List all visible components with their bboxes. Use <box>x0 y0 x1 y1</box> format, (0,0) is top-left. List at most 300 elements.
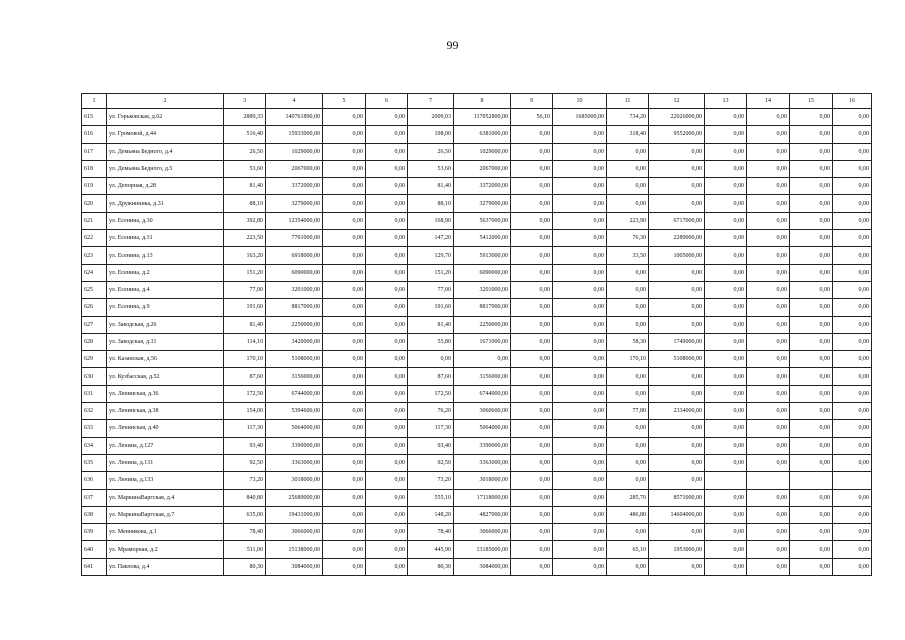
value-cell: 0,00 <box>553 524 607 541</box>
table-row <box>82 264 872 281</box>
value-cell: 0,00 <box>747 524 790 541</box>
row-number-cell: 629 <box>82 351 107 368</box>
value-cell: 0,00 <box>607 437 649 454</box>
value-cell: 0,00 <box>366 316 408 333</box>
column-header: 12 <box>649 94 705 109</box>
value-cell: 0,00 <box>323 541 366 558</box>
value-cell: 6090000,00 <box>454 264 511 281</box>
address-cell: ул. Есенина, д.4 <box>107 281 224 298</box>
value-cell: 0,00 <box>553 126 607 143</box>
value-cell: 0,00 <box>553 281 607 298</box>
value-cell: 0,00 <box>833 351 872 368</box>
value-cell: 0,00 <box>705 281 747 298</box>
page-number: 99 <box>446 38 459 52</box>
value-cell: 2289000,00 <box>649 230 705 247</box>
value-cell: 117,30 <box>408 420 454 437</box>
value-cell: 198,00 <box>408 126 454 143</box>
value-cell: 77,00 <box>224 281 266 298</box>
column-header: 15 <box>790 94 833 109</box>
value-cell: 0,00 <box>323 247 366 264</box>
value-cell: 0,00 <box>705 333 747 350</box>
value-cell: 114,10 <box>224 333 266 350</box>
value-cell <box>747 472 790 489</box>
value-cell: 223,90 <box>607 212 649 229</box>
value-cell: 2009,03 <box>408 109 454 126</box>
value-cell: 0,00 <box>833 489 872 506</box>
value-cell: 0,00 <box>790 109 833 126</box>
value-cell: 191,60 <box>224 299 266 316</box>
row-number-cell: 639 <box>82 524 107 541</box>
value-cell: 0,00 <box>366 178 408 195</box>
value-cell: 0,00 <box>833 558 872 575</box>
value-cell: 3156000,00 <box>266 368 323 385</box>
value-cell: 0,00 <box>705 126 747 143</box>
value-cell: 81,40 <box>408 178 454 195</box>
value-cell: 0,00 <box>649 281 705 298</box>
value-cell: 0,00 <box>649 385 705 402</box>
value-cell: 0,00 <box>790 160 833 177</box>
value-cell: 0,00 <box>553 472 607 489</box>
value-cell: 5637000,00 <box>454 212 511 229</box>
value-cell: 0,00 <box>833 403 872 420</box>
value-cell: 0,00 <box>323 333 366 350</box>
value-cell: 0,00 <box>366 109 408 126</box>
value-cell: 147,20 <box>408 230 454 247</box>
value-cell: 0,00 <box>553 143 607 160</box>
value-cell: 0,00 <box>607 160 649 177</box>
value-cell: 0,00 <box>705 524 747 541</box>
value-cell: 0,00 <box>833 212 872 229</box>
table-row <box>82 109 872 126</box>
value-cell: 129,70 <box>408 247 454 264</box>
value-cell: 0,00 <box>323 489 366 506</box>
value-cell: 191,60 <box>408 299 454 316</box>
value-cell: 3279000,00 <box>266 195 323 212</box>
value-cell: 78,40 <box>224 524 266 541</box>
value-cell: 0,00 <box>833 333 872 350</box>
value-cell: 1029000,00 <box>454 143 511 160</box>
value-cell: 445,90 <box>408 541 454 558</box>
value-cell: 0,00 <box>511 489 553 506</box>
value-cell: 0,00 <box>553 264 607 281</box>
value-cell: 3372000,00 <box>454 178 511 195</box>
value-cell: 93,40 <box>408 437 454 454</box>
value-cell: 0,00 <box>705 316 747 333</box>
address-cell: ул. Демьяна Бедного, д.4 <box>107 143 224 160</box>
row-number-cell: 632 <box>82 403 107 420</box>
value-cell: 0,00 <box>790 368 833 385</box>
address-cell: ул. Заводская, д.31 <box>107 333 224 350</box>
value-cell: 0,00 <box>511 178 553 195</box>
value-cell: 3201000,00 <box>454 281 511 298</box>
column-header: 7 <box>408 94 454 109</box>
value-cell: 0,00 <box>649 420 705 437</box>
value-cell <box>705 472 747 489</box>
value-cell: 0,00 <box>705 368 747 385</box>
value-cell: 5108000,00 <box>649 351 705 368</box>
value-cell: 77,80 <box>607 403 649 420</box>
value-cell: 0,00 <box>607 178 649 195</box>
value-cell: 0,00 <box>323 230 366 247</box>
value-cell: 0,00 <box>607 143 649 160</box>
address-cell: ул. МаркинаВаргская, д.4 <box>107 489 224 506</box>
value-cell: 0,00 <box>649 437 705 454</box>
row-number-cell: 624 <box>82 264 107 281</box>
table-row <box>82 506 872 523</box>
value-cell: 0,00 <box>705 385 747 402</box>
value-cell: 0,00 <box>607 281 649 298</box>
value-cell: 0,00 <box>607 420 649 437</box>
value-cell: 87,60 <box>408 368 454 385</box>
value-cell: 73,20 <box>224 472 266 489</box>
value-cell: 0,00 <box>747 160 790 177</box>
value-cell: 5412000,00 <box>454 230 511 247</box>
row-number-cell: 621 <box>82 212 107 229</box>
value-cell: 0,00 <box>705 541 747 558</box>
value-cell: 0,00 <box>747 368 790 385</box>
value-cell: 117,30 <box>224 420 266 437</box>
value-cell: 55,80 <box>408 333 454 350</box>
value-cell: 0,00 <box>833 437 872 454</box>
value-cell: 0,00 <box>705 143 747 160</box>
value-cell: 0,00 <box>705 264 747 281</box>
value-cell: 0,00 <box>790 524 833 541</box>
value-cell: 0,00 <box>705 454 747 471</box>
value-cell: 0,00 <box>790 195 833 212</box>
value-cell: 0,00 <box>607 316 649 333</box>
value-cell: 81,40 <box>224 316 266 333</box>
value-cell: 3279000,00 <box>454 195 511 212</box>
value-cell: 0,00 <box>790 247 833 264</box>
value-cell: 0,00 <box>747 454 790 471</box>
value-cell: 555,10 <box>408 489 454 506</box>
value-cell: 0,00 <box>511 264 553 281</box>
value-cell: 0,00 <box>747 281 790 298</box>
value-cell: 0,00 <box>705 351 747 368</box>
value-cell: 0,00 <box>366 454 408 471</box>
value-cell: 0,00 <box>607 195 649 212</box>
value-cell: 3363000,00 <box>266 454 323 471</box>
value-cell: 92,50 <box>224 454 266 471</box>
column-header: 4 <box>266 94 323 109</box>
value-cell: 0,00 <box>790 420 833 437</box>
column-header: 16 <box>833 94 872 109</box>
row-number-cell: 635 <box>82 454 107 471</box>
value-cell: 151,20 <box>224 264 266 281</box>
value-cell: 1005000,00 <box>649 247 705 264</box>
value-cell: 0,00 <box>553 212 607 229</box>
row-number-cell: 633 <box>82 420 107 437</box>
value-cell: 0,00 <box>833 454 872 471</box>
address-cell: ул. Менникова, д.1 <box>107 524 224 541</box>
value-cell: 0,00 <box>649 316 705 333</box>
table-body <box>82 109 872 576</box>
value-cell: 0,00 <box>511 281 553 298</box>
value-cell: 0,00 <box>553 437 607 454</box>
value-cell: 0,00 <box>790 351 833 368</box>
value-cell: 3066000,00 <box>266 524 323 541</box>
value-cell: 0,00 <box>649 195 705 212</box>
value-cell: 0,00 <box>323 178 366 195</box>
value-cell <box>833 472 872 489</box>
value-cell: 0,00 <box>705 437 747 454</box>
address-cell: ул. Громовой, д.44 <box>107 126 224 143</box>
value-cell: 26,50 <box>224 143 266 160</box>
value-cell: 0,00 <box>747 333 790 350</box>
row-number-cell: 638 <box>82 506 107 523</box>
value-cell: 0,00 <box>366 264 408 281</box>
value-cell: 26,50 <box>408 143 454 160</box>
value-cell: 3390000,00 <box>266 437 323 454</box>
value-cell: 0,00 <box>553 178 607 195</box>
row-number-cell: 616 <box>82 126 107 143</box>
value-cell: 0,00 <box>833 109 872 126</box>
row-number-cell: 637 <box>82 489 107 506</box>
value-cell: 0,00 <box>747 178 790 195</box>
column-header: 1 <box>82 94 107 109</box>
value-cell: 3372000,00 <box>266 178 323 195</box>
value-cell: 2250000,00 <box>266 316 323 333</box>
value-cell: 0,00 <box>511 195 553 212</box>
value-cell: 0,00 <box>323 368 366 385</box>
value-cell: 0,00 <box>366 126 408 143</box>
value-cell: 0,00 <box>323 126 366 143</box>
value-cell: 0,00 <box>833 541 872 558</box>
address-cell: ул. Мраморная, д.2 <box>107 541 224 558</box>
value-cell: 13185000,00 <box>454 541 511 558</box>
value-cell: 0,00 <box>607 524 649 541</box>
value-cell: 1685000,00 <box>553 109 607 126</box>
value-cell: 0,00 <box>747 506 790 523</box>
value-cell: 3201000,00 <box>266 281 323 298</box>
value-cell: 93,40 <box>224 437 266 454</box>
value-cell: 0,00 <box>705 212 747 229</box>
value-cell: 5064000,00 <box>454 420 511 437</box>
value-cell: 0,00 <box>705 230 747 247</box>
value-cell: 0,00 <box>553 351 607 368</box>
value-cell: 6090000,00 <box>266 264 323 281</box>
value-cell: 6717000,00 <box>649 212 705 229</box>
value-cell: 0,00 <box>747 385 790 402</box>
table-row <box>82 143 872 160</box>
value-cell: 0,00 <box>833 126 872 143</box>
value-cell: 0,00 <box>323 420 366 437</box>
value-cell: 0,00 <box>607 454 649 471</box>
table-row <box>82 316 872 333</box>
value-cell: 73,20 <box>408 472 454 489</box>
value-cell: 0,00 <box>511 437 553 454</box>
value-cell: 0,00 <box>649 299 705 316</box>
value-cell: 25689000,00 <box>266 489 323 506</box>
value-cell: 1029000,00 <box>266 143 323 160</box>
value-cell: 172,50 <box>408 385 454 402</box>
value-cell: 151,20 <box>408 264 454 281</box>
value-cell: 0,00 <box>747 143 790 160</box>
value-cell: 2889,33 <box>224 109 266 126</box>
value-cell: 172,50 <box>224 385 266 402</box>
value-cell: 0,00 <box>705 160 747 177</box>
value-cell: 0,00 <box>366 299 408 316</box>
value-cell: 0,00 <box>323 472 366 489</box>
value-cell: 3018000,00 <box>454 472 511 489</box>
value-cell: 65,10 <box>607 541 649 558</box>
value-cell: 0,00 <box>747 351 790 368</box>
value-cell: 1953000,00 <box>649 541 705 558</box>
value-cell: 0,00 <box>705 247 747 264</box>
table-row <box>82 299 872 316</box>
address-cell: ул. Ленина, д.133 <box>107 472 224 489</box>
value-cell: 0,00 <box>366 437 408 454</box>
value-cell: 8817000,00 <box>454 299 511 316</box>
value-cell: 3066000,00 <box>454 524 511 541</box>
value-cell: 0,00 <box>790 230 833 247</box>
value-cell: 0,00 <box>323 403 366 420</box>
value-cell: 3420000,00 <box>266 333 323 350</box>
value-cell: 486,80 <box>607 506 649 523</box>
value-cell: 0,00 <box>511 333 553 350</box>
value-cell: 0,00 <box>553 247 607 264</box>
value-cell: 3060600,00 <box>454 403 511 420</box>
value-cell: 0,00 <box>649 160 705 177</box>
value-cell: 0,00 <box>511 160 553 177</box>
value-cell: 0,00 <box>323 437 366 454</box>
row-number-cell: 641 <box>82 558 107 575</box>
address-cell: ул. Ленинская, д.40 <box>107 420 224 437</box>
value-cell: 87,60 <box>224 368 266 385</box>
value-cell: 0,00 <box>366 143 408 160</box>
value-cell: 0,00 <box>366 489 408 506</box>
value-cell: 0,00 <box>323 109 366 126</box>
value-cell: 0,00 <box>366 385 408 402</box>
table-row <box>82 489 872 506</box>
address-cell: ул. Демьяна Бедного, д.5 <box>107 160 224 177</box>
value-cell: 223,50 <box>224 230 266 247</box>
value-cell: 0,00 <box>323 160 366 177</box>
value-cell: 76,30 <box>607 230 649 247</box>
row-number-cell: 617 <box>82 143 107 160</box>
value-cell: 7701000,00 <box>266 230 323 247</box>
value-cell: 56,10 <box>511 109 553 126</box>
value-cell: 6744000,00 <box>266 385 323 402</box>
table-row <box>82 230 872 247</box>
address-cell: ул. Есенина, д.9 <box>107 299 224 316</box>
value-cell: 0,00 <box>553 195 607 212</box>
value-cell: 0,00 <box>323 212 366 229</box>
value-cell: 0,00 <box>649 524 705 541</box>
column-header: 3 <box>224 94 266 109</box>
value-cell: 0,00 <box>323 351 366 368</box>
value-cell: 0,00 <box>366 472 408 489</box>
table-row <box>82 178 872 195</box>
row-number-cell: 627 <box>82 316 107 333</box>
value-cell: 0,00 <box>790 126 833 143</box>
value-cell: 5394600,00 <box>266 403 323 420</box>
value-cell: 0,00 <box>366 558 408 575</box>
row-number-cell: 625 <box>82 281 107 298</box>
value-cell: 0,00 <box>649 558 705 575</box>
value-cell: 0,00 <box>790 178 833 195</box>
row-number-cell: 634 <box>82 437 107 454</box>
value-cell: 0,00 <box>790 454 833 471</box>
value-cell: 0,00 <box>747 316 790 333</box>
table-row <box>82 212 872 229</box>
address-cell: ул. Павлова, д.4 <box>107 558 224 575</box>
value-cell: 170,10 <box>224 351 266 368</box>
header-row <box>82 94 872 109</box>
table-row <box>82 437 872 454</box>
value-cell: 0,00 <box>553 541 607 558</box>
table-row <box>82 420 872 437</box>
value-cell: 80,30 <box>408 558 454 575</box>
value-cell: 0,00 <box>649 178 705 195</box>
value-cell: 0,00 <box>790 403 833 420</box>
value-cell: 0,00 <box>790 212 833 229</box>
address-cell: ул. Депорная, д.28 <box>107 178 224 195</box>
value-cell: 0,00 <box>833 316 872 333</box>
value-cell: 0,00 <box>607 472 649 489</box>
row-number-cell: 622 <box>82 230 107 247</box>
value-cell: 0,00 <box>607 299 649 316</box>
value-cell: 0,00 <box>366 541 408 558</box>
table-row <box>82 454 872 471</box>
value-cell: 0,00 <box>511 351 553 368</box>
value-cell: 53,60 <box>408 160 454 177</box>
address-cell: ул. Заводская, д.26 <box>107 316 224 333</box>
value-cell: 0,00 <box>705 178 747 195</box>
value-cell: 0,00 <box>553 160 607 177</box>
table-row <box>82 472 872 489</box>
value-cell <box>790 472 833 489</box>
value-cell: 2250000,00 <box>454 316 511 333</box>
value-cell: 148,20 <box>408 506 454 523</box>
address-cell: ул. Ленинская, д.36 <box>107 385 224 402</box>
column-header: 10 <box>553 94 607 109</box>
value-cell: 0,00 <box>747 489 790 506</box>
value-cell: 0,00 <box>323 316 366 333</box>
value-cell: 0,00 <box>366 230 408 247</box>
value-cell: 0,00 <box>323 524 366 541</box>
row-number-cell: 615 <box>82 109 107 126</box>
value-cell: 0,00 <box>649 368 705 385</box>
value-cell: 0,00 <box>790 333 833 350</box>
value-cell: 0,00 <box>790 489 833 506</box>
value-cell: 285,70 <box>607 489 649 506</box>
value-cell: 0,00 <box>366 506 408 523</box>
value-cell: 81,40 <box>408 316 454 333</box>
value-cell: 8817000,00 <box>266 299 323 316</box>
address-cell: ул. Ленинская, д.38 <box>107 403 224 420</box>
value-cell: 0,00 <box>833 143 872 160</box>
data-table <box>81 93 872 576</box>
value-cell: 0,00 <box>747 264 790 281</box>
value-cell: 0,00 <box>366 247 408 264</box>
address-cell: ул. Есенина, д.31 <box>107 230 224 247</box>
value-cell: 734,20 <box>607 109 649 126</box>
value-cell: 0,00 <box>323 264 366 281</box>
address-cell: ул. Кузбасская, д.52 <box>107 368 224 385</box>
table-row <box>82 281 872 298</box>
value-cell: 19431000,00 <box>266 506 323 523</box>
value-cell: 0,00 <box>790 281 833 298</box>
row-number-cell: 640 <box>82 541 107 558</box>
value-cell: 0,00 <box>705 109 747 126</box>
column-header: 11 <box>607 94 649 109</box>
value-cell: 0,00 <box>790 299 833 316</box>
table-row <box>82 195 872 212</box>
address-cell: ул. Горьковская, д.62 <box>107 109 224 126</box>
row-number-cell: 630 <box>82 368 107 385</box>
value-cell: 2067000,00 <box>266 160 323 177</box>
